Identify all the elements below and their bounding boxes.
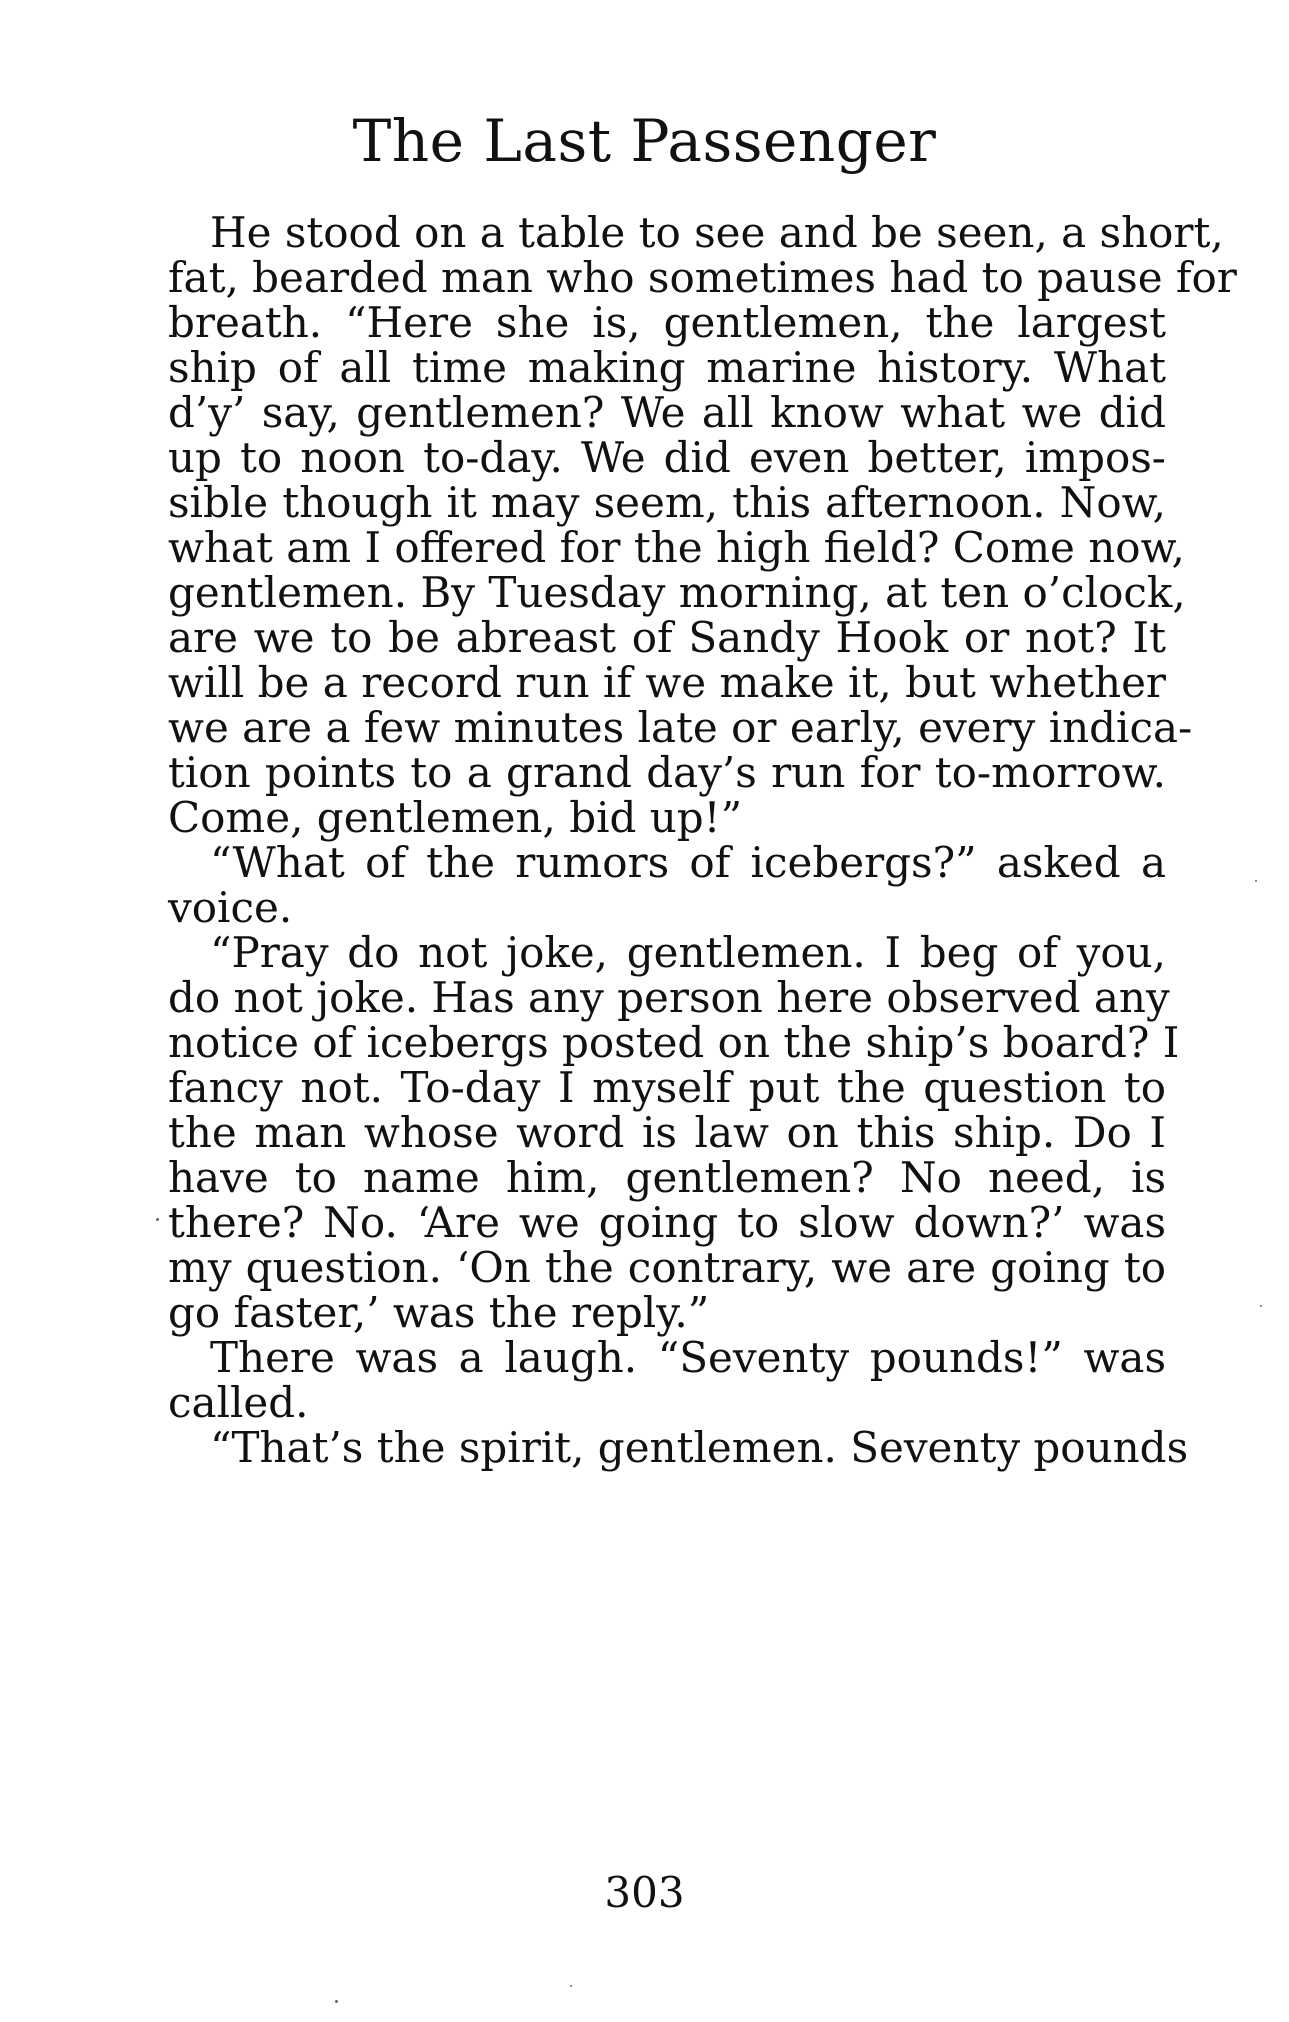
text-line: called. [168, 1378, 309, 1427]
text-line: what am I offered for the high field? Come now, [168, 523, 1185, 572]
running-head: The Last Passenger [352, 107, 937, 175]
scan-speck [335, 2000, 338, 2003]
text-line: fancy not. To-day I myself put the question to [168, 1063, 1166, 1112]
scan-speck [1260, 1305, 1262, 1307]
text-line: breath. “Here she is, gentlemen, the largest [168, 298, 1166, 347]
text-line: voice. [168, 883, 293, 932]
text-line: my question. ‘On the contrary, we are going to [168, 1243, 1166, 1292]
scan-speck [1255, 880, 1257, 882]
text-line: “What of the rumors of icebergs?” asked a [210, 838, 1166, 887]
text-line: tion points to a grand day’s run for to-morrow. [168, 748, 1166, 797]
text-line: the man whose word is law on this ship. Do I [168, 1108, 1166, 1157]
text-line: fat, bearded man who sometimes had to pause for [168, 253, 1237, 302]
text-line: “That’s the spirit, gentlemen. Seventy pounds [210, 1423, 1189, 1472]
text-line: will be a record run if we make it, but whether [168, 658, 1166, 707]
text-line: d’y’ say, gentlemen? We all know what we did [168, 388, 1166, 437]
text-line: He stood on a table to see and be seen, a short, [210, 208, 1224, 257]
page-number: 303 [604, 1868, 685, 1917]
text-line: gentlemen. By Tuesday morning, at ten o’clock, [168, 568, 1186, 617]
text-line: “Pray do not joke, gentlemen. I beg of you, [210, 928, 1166, 977]
text-line: do not joke. Has any person here observed any [168, 973, 1170, 1022]
text-line: up to noon to-day. We did even better, impos- [168, 433, 1166, 482]
text-line: there? No. ‘Are we going to slow down?’ was [168, 1198, 1166, 1247]
text-line: There was a laugh. “Seventy pounds!” was [210, 1333, 1166, 1382]
text-line: ship of all time making marine history. What [168, 343, 1166, 392]
text-line: go faster,’ was the reply.” [168, 1288, 710, 1337]
text-line: notice of icebergs posted on the ship’s board? I [168, 1018, 1180, 1067]
text-line: sible though it may seem, this afternoon. Now, [168, 478, 1166, 527]
scan-speck [156, 1218, 159, 1221]
text-line: Come, gentlemen, bid up!” [168, 793, 743, 842]
scan-speck [570, 1985, 572, 1987]
text-line: are we to be abreast of Sandy Hook or not? It [168, 613, 1166, 662]
text-line: have to name him, gentlemen? No need, is [168, 1153, 1166, 1202]
text-line: we are a few minutes late or early, every indica- [168, 703, 1193, 752]
